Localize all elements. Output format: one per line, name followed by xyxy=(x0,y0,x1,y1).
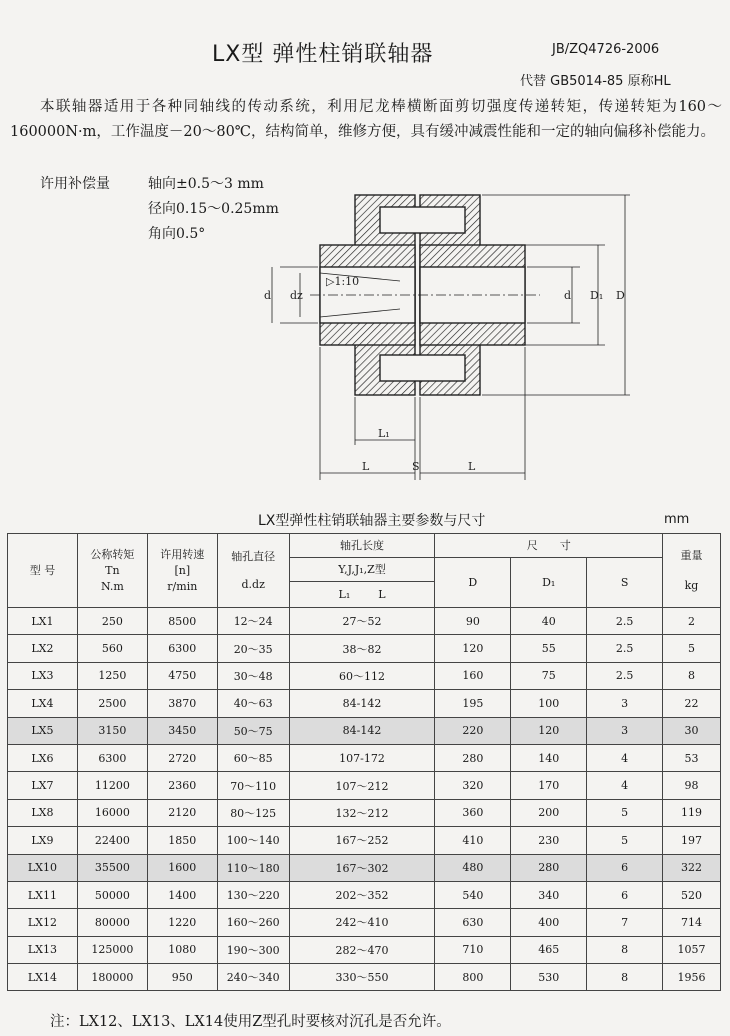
cell-model: LX14 xyxy=(8,964,78,991)
label-D1: D₁ xyxy=(590,289,604,302)
cell-D1: 100 xyxy=(511,690,587,717)
cell-torque: 6300 xyxy=(77,744,147,771)
cell-weight: 53 xyxy=(663,744,721,771)
table-row xyxy=(8,744,721,771)
table-row xyxy=(8,881,721,908)
cell-D: 320 xyxy=(435,772,511,799)
cell-torque: 3150 xyxy=(77,717,147,744)
cell-bore: 160～260 xyxy=(217,909,289,936)
cell-length: 330～550 xyxy=(289,964,435,991)
table-row xyxy=(8,909,721,936)
cell-torque: 180000 xyxy=(77,964,147,991)
cell-model: LX9 xyxy=(8,827,78,854)
table-row xyxy=(8,635,721,662)
intro-paragraph: 本联轴器适用于各种同轴线的传动系统，利用尼龙棒横断面剪切强度传递转矩，传递转矩为160～160000N·m，工作温度－20～80℃，结构简单，维修方便，具有缓冲减震性能和一定的轴向偏移补偿能力。 xyxy=(10,99,722,140)
cell-model: LX6 xyxy=(8,744,78,771)
replaces-note: 代替 GB5014-85 原称HL xyxy=(520,74,671,89)
table-title: LX型弹性柱销联轴器主要参数与尺寸 xyxy=(258,513,486,529)
cell-weight: 1956 xyxy=(663,964,721,991)
header-model: 型 号 xyxy=(8,534,78,608)
cell-bore: 60～85 xyxy=(217,744,289,771)
cell-weight: 520 xyxy=(663,881,721,908)
header-S: S xyxy=(587,558,663,608)
cell-D1: 530 xyxy=(511,964,587,991)
page-title: LX型 弹性柱销联轴器 xyxy=(212,42,434,67)
cell-weight: 322 xyxy=(663,854,721,881)
cell-S: 8 xyxy=(587,936,663,963)
cell-S: 5 xyxy=(587,827,663,854)
cell-length: 202～352 xyxy=(289,881,435,908)
cell-bore: 50～75 xyxy=(217,717,289,744)
pin-lower xyxy=(380,355,465,381)
cell-torque: 125000 xyxy=(77,936,147,963)
cell-D1: 140 xyxy=(511,744,587,771)
cell-S: 6 xyxy=(587,881,663,908)
cell-model: LX1 xyxy=(8,608,78,635)
cell-weight: 22 xyxy=(663,690,721,717)
cell-length: 84-142 xyxy=(289,717,435,744)
cell-bore: 190～300 xyxy=(217,936,289,963)
cell-speed: 1080 xyxy=(147,936,217,963)
cell-speed: 8500 xyxy=(147,608,217,635)
cell-speed: 1220 xyxy=(147,909,217,936)
coupling-drawing xyxy=(250,185,650,485)
label-S: S xyxy=(412,460,420,473)
cell-weight: 197 xyxy=(663,827,721,854)
table-row xyxy=(8,717,721,744)
table-row xyxy=(8,690,721,717)
cell-speed: 4750 xyxy=(147,662,217,689)
cell-model: LX5 xyxy=(8,717,78,744)
table-row xyxy=(8,936,721,963)
table-row xyxy=(8,662,721,689)
cell-weight: 1057 xyxy=(663,936,721,963)
cell-length: 84-142 xyxy=(289,690,435,717)
cell-speed: 2720 xyxy=(147,744,217,771)
cell-S: 2.5 xyxy=(587,635,663,662)
cell-model: LX12 xyxy=(8,909,78,936)
cell-model: LX13 xyxy=(8,936,78,963)
cell-bore: 70～110 xyxy=(217,772,289,799)
specs-table xyxy=(7,533,721,991)
cell-weight: 2 xyxy=(663,608,721,635)
cell-model: LX3 xyxy=(8,662,78,689)
header-length-cols: L₁ L xyxy=(289,582,435,608)
label-d-left: d xyxy=(264,289,272,302)
cell-D: 540 xyxy=(435,881,511,908)
cell-D: 280 xyxy=(435,744,511,771)
cell-length: 107～212 xyxy=(289,772,435,799)
cell-bore: 240～340 xyxy=(217,964,289,991)
compensation-radial: 径向0.15～0.25mm xyxy=(148,201,279,217)
cell-D1: 40 xyxy=(511,608,587,635)
cell-torque: 16000 xyxy=(77,799,147,826)
cell-weight: 30 xyxy=(663,717,721,744)
cell-length: 38～82 xyxy=(289,635,435,662)
cell-speed: 1600 xyxy=(147,854,217,881)
cell-D: 800 xyxy=(435,964,511,991)
cell-speed: 2120 xyxy=(147,799,217,826)
compensation-axial: 轴向±0.5～3 mm xyxy=(148,176,264,192)
header-torque: 公称转矩 Tn N.m xyxy=(77,534,147,608)
header-bore: 轴孔直径 d.dz xyxy=(217,534,289,608)
label-taper: ▷1:10 xyxy=(326,275,360,288)
cell-D: 480 xyxy=(435,854,511,881)
cell-speed: 1400 xyxy=(147,881,217,908)
cell-model: LX11 xyxy=(8,881,78,908)
pin-upper xyxy=(380,207,465,233)
cell-torque: 80000 xyxy=(77,909,147,936)
table-row xyxy=(8,964,721,991)
compensation-label: 许用补偿量 xyxy=(40,176,110,192)
cell-D: 360 xyxy=(435,799,511,826)
cell-model: LX2 xyxy=(8,635,78,662)
cell-weight: 119 xyxy=(663,799,721,826)
cell-torque: 2500 xyxy=(77,690,147,717)
cell-D: 220 xyxy=(435,717,511,744)
cell-model: LX7 xyxy=(8,772,78,799)
cell-speed: 3870 xyxy=(147,690,217,717)
cell-weight: 8 xyxy=(663,662,721,689)
cell-length: 60～112 xyxy=(289,662,435,689)
table-row xyxy=(8,608,721,635)
cell-bore: 40～63 xyxy=(217,690,289,717)
cell-torque: 11200 xyxy=(77,772,147,799)
cell-D1: 465 xyxy=(511,936,587,963)
cell-speed: 6300 xyxy=(147,635,217,662)
table-row xyxy=(8,799,721,826)
cell-S: 3 xyxy=(587,690,663,717)
cell-length: 107-172 xyxy=(289,744,435,771)
cell-weight: 5 xyxy=(663,635,721,662)
cell-D: 630 xyxy=(435,909,511,936)
cell-bore: 20～35 xyxy=(217,635,289,662)
label-d-right: d xyxy=(564,289,572,302)
table-row xyxy=(8,772,721,799)
cell-torque: 22400 xyxy=(77,827,147,854)
table-unit: mm xyxy=(664,512,690,527)
label-L1: L₁ xyxy=(378,427,390,440)
header-speed: 许用转速 [n] r/min xyxy=(147,534,217,608)
cell-speed: 950 xyxy=(147,964,217,991)
cell-S: 8 xyxy=(587,964,663,991)
cell-model: LX4 xyxy=(8,690,78,717)
cell-D: 710 xyxy=(435,936,511,963)
cell-D1: 55 xyxy=(511,635,587,662)
cell-S: 2.5 xyxy=(587,608,663,635)
cell-D1: 200 xyxy=(511,799,587,826)
cell-model: LX10 xyxy=(8,854,78,881)
cell-S: 7 xyxy=(587,909,663,936)
cell-D1: 340 xyxy=(511,881,587,908)
cell-length: 167～252 xyxy=(289,827,435,854)
table-row xyxy=(8,827,721,854)
header-dims: 尺 寸 xyxy=(435,534,663,558)
cell-model: LX8 xyxy=(8,799,78,826)
cell-length: 282～470 xyxy=(289,936,435,963)
cell-bore: 30～48 xyxy=(217,662,289,689)
cell-torque: 1250 xyxy=(77,662,147,689)
header-weight: 重量 kg xyxy=(663,534,721,608)
cell-torque: 50000 xyxy=(77,881,147,908)
cell-bore: 130～220 xyxy=(217,881,289,908)
table-row xyxy=(8,854,721,881)
cell-length: 132～212 xyxy=(289,799,435,826)
cell-S: 5 xyxy=(587,799,663,826)
cell-weight: 98 xyxy=(663,772,721,799)
cell-bore: 12～24 xyxy=(217,608,289,635)
header-D: D xyxy=(435,558,511,608)
header-length: 轴孔长度 xyxy=(289,534,435,558)
cell-D1: 400 xyxy=(511,909,587,936)
cell-D: 120 xyxy=(435,635,511,662)
cell-S: 2.5 xyxy=(587,662,663,689)
cell-weight: 714 xyxy=(663,909,721,936)
cell-D: 195 xyxy=(435,690,511,717)
compensation-angular: 角向0.5° xyxy=(148,226,206,242)
cell-S: 3 xyxy=(587,717,663,744)
cell-length: 242～410 xyxy=(289,909,435,936)
label-L-right: L xyxy=(468,460,476,473)
label-D: D xyxy=(616,289,625,302)
cell-length: 167～302 xyxy=(289,854,435,881)
cell-S: 6 xyxy=(587,854,663,881)
header-length-types: Y,J,J₁,Z型 xyxy=(289,558,435,582)
cell-D: 410 xyxy=(435,827,511,854)
cell-torque: 560 xyxy=(77,635,147,662)
label-L-left: L xyxy=(362,460,370,473)
cell-torque: 250 xyxy=(77,608,147,635)
cell-D1: 280 xyxy=(511,854,587,881)
cell-speed: 3450 xyxy=(147,717,217,744)
cell-S: 4 xyxy=(587,772,663,799)
cell-bore: 80～125 xyxy=(217,799,289,826)
cell-D1: 120 xyxy=(511,717,587,744)
cell-torque: 35500 xyxy=(77,854,147,881)
standard-number: JB/ZQ4726-2006 xyxy=(552,42,660,57)
cell-D1: 75 xyxy=(511,662,587,689)
cell-speed: 2360 xyxy=(147,772,217,799)
label-dz: dz xyxy=(290,289,303,302)
cell-D1: 230 xyxy=(511,827,587,854)
cell-bore: 110～180 xyxy=(217,854,289,881)
footnote: 注：LX12、LX13、LX14使用Z型孔时要核对沉孔是否允许。 xyxy=(50,1014,451,1030)
cell-S: 4 xyxy=(587,744,663,771)
cell-D: 160 xyxy=(435,662,511,689)
cell-bore: 100～140 xyxy=(217,827,289,854)
header-D1: D₁ xyxy=(511,558,587,608)
cell-speed: 1850 xyxy=(147,827,217,854)
cell-D1: 170 xyxy=(511,772,587,799)
cell-length: 27～52 xyxy=(289,608,435,635)
cell-D: 90 xyxy=(435,608,511,635)
